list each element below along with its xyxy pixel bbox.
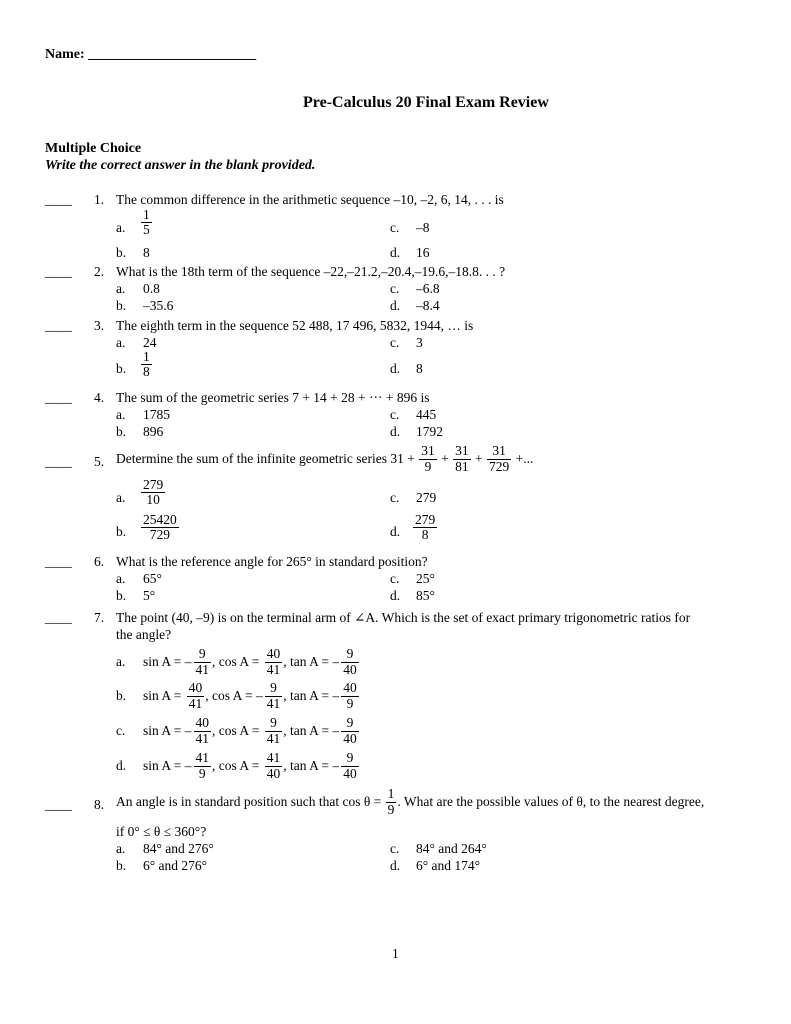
option-a: 84° and 276° — [143, 841, 214, 856]
option-c-label: c. — [390, 571, 400, 586]
option-d-label: d. — [390, 245, 401, 260]
question-number: 3. — [94, 318, 105, 333]
option-c: 25° — [416, 571, 435, 586]
section-heading: Multiple Choice — [45, 141, 142, 156]
option-d-label: d. — [390, 524, 401, 539]
option-d: d. sin A = – $\frac{41}{9}$ , cos A = $\frac{41}{40}$ , tan A = – $\frac{9}{40}$ — [116, 750, 357, 781]
option-a: 1785 — [143, 407, 170, 422]
question-text: What is the reference angle for 265° in standard position? — [116, 554, 428, 569]
option-d: $\frac{279}{8}$ — [415, 512, 436, 543]
option-c: 3 — [416, 335, 423, 350]
option-c-label: c. — [390, 335, 400, 350]
option-d: –8.4 — [416, 298, 440, 313]
answer-blank: ____ — [45, 390, 72, 405]
option-c-label: c. — [390, 407, 400, 422]
option-b: 8 — [143, 245, 150, 260]
option-a-label: a. — [116, 335, 126, 350]
option-b-label: b. — [116, 298, 127, 313]
option-b-label: b. — [116, 524, 127, 539]
option-c: –8 — [416, 220, 430, 235]
option-d-label: d. — [390, 298, 401, 313]
question-text: The common difference in the arithmetic sequence –10, –2, 6, 14, . . . is — [116, 192, 504, 207]
option-d-label: d. — [390, 858, 401, 873]
question-text: What is the 18th term of the sequence –22,–21.2,–20.4,–19.6,–18.8. . . ? — [116, 264, 506, 279]
question-text: The sum of the geometric series 7 + 14 + 28 + ··· + 896 is — [116, 390, 430, 405]
option-d: 85° — [416, 588, 435, 603]
option-d-label: d. — [390, 424, 401, 439]
option-b: b. sin A = $\frac{40}{41}$ , cos A = – $\frac{9}{41}$ , tan A = – $\frac{40}{9}$ — [116, 680, 357, 711]
answer-blank: ____ — [45, 318, 72, 333]
option-d-label: d. — [390, 361, 401, 376]
option-d: 8 — [416, 361, 423, 376]
option-c: 445 — [416, 407, 437, 422]
option-a: 0.8 — [143, 281, 160, 296]
answer-blank: ____ — [45, 264, 72, 279]
option-b: 896 — [143, 424, 164, 439]
option-a-label: a. — [116, 281, 126, 296]
question-text: An angle is in standard position such that cos θ = $\frac{1}{9}$ . What are the possible values of θ, to the nearest degree, — [116, 786, 705, 817]
option-a: a. sin A = – $\frac{9}{41}$ , cos A = $\frac{40}{41}$ , tan A = – $\frac{9}{40}$ — [116, 646, 357, 677]
option-a: $\frac{279}{10}$ — [143, 477, 164, 508]
answer-blank: ____ — [45, 554, 72, 569]
option-a: 65° — [143, 571, 162, 586]
option-a-label: a. — [116, 490, 126, 505]
option-b-label: b. — [116, 424, 127, 439]
question-number: 7. — [94, 610, 105, 625]
option-a-label: a. — [116, 220, 126, 235]
option-b: 6° and 276° — [143, 858, 208, 873]
option-b: –35.6 — [143, 298, 174, 313]
question-number: 5. — [94, 454, 105, 469]
option-b-label: b. — [116, 858, 127, 873]
question-text-line-2: the angle? — [116, 627, 172, 642]
instructions: Write the correct answer in the blank provided. — [45, 158, 316, 173]
question-text: The point (40, –9) is on the terminal arm of ∠A. Which is the set of exact primary trigonometric ratios for — [116, 610, 691, 625]
option-b-label: b. — [116, 588, 127, 603]
option-d: 16 — [416, 245, 430, 260]
question-number: 2. — [94, 264, 105, 279]
page-number: 1 — [392, 946, 399, 961]
answer-blank: ____ — [45, 192, 72, 207]
option-c-label: c. — [390, 841, 400, 856]
page-title: Pre-Calculus 20 Final Exam Review — [303, 94, 549, 111]
option-a: $\frac{1}{5}$ — [143, 207, 150, 238]
name-field-label: Name: ________________________ — [45, 47, 257, 62]
option-b-label: b. — [116, 361, 127, 376]
option-c: –6.8 — [416, 281, 440, 296]
option-a-label: a. — [116, 841, 126, 856]
option-b: $\frac{25420}{729}$ — [143, 512, 177, 543]
question-text: Determine the sum of the infinite geometric series 31 + $\frac{31}{9}$ + $\frac{31}{81}$ + $\frac{31}{729}$ +... — [116, 443, 534, 474]
question-text-line-2: if 0° ≤ θ ≤ 360°? — [116, 824, 207, 839]
option-d: 1792 — [416, 424, 443, 439]
option-c-label: c. — [390, 220, 400, 235]
option-d: 6° and 174° — [416, 858, 481, 873]
option-b-label: b. — [116, 245, 127, 260]
option-c: 279 — [416, 490, 437, 505]
question-text: The eighth term in the sequence 52 488, 17 496, 5832, 1944, … is — [116, 318, 474, 333]
option-c: 84° and 264° — [416, 841, 487, 856]
option-a-label: a. — [116, 571, 126, 586]
answer-blank: ____ — [45, 797, 72, 812]
option-b: 5° — [143, 588, 156, 603]
option-c: c. sin A = – $\frac{40}{41}$ , cos A = $\frac{9}{41}$ , tan A = – $\frac{9}{40}$ — [116, 715, 357, 746]
question-number: 4. — [94, 390, 105, 405]
answer-blank: ____ — [45, 610, 72, 625]
option-a: 24 — [143, 335, 157, 350]
option-c-label: c. — [390, 281, 400, 296]
option-c-label: c. — [390, 490, 400, 505]
question-number: 8. — [94, 797, 105, 812]
option-b: $\frac{1}{8}$ — [143, 349, 150, 380]
option-a-label: a. — [116, 407, 126, 422]
question-number: 6. — [94, 554, 105, 569]
question-number: 1. — [94, 192, 105, 207]
answer-blank: ____ — [45, 454, 72, 469]
option-d-label: d. — [390, 588, 401, 603]
